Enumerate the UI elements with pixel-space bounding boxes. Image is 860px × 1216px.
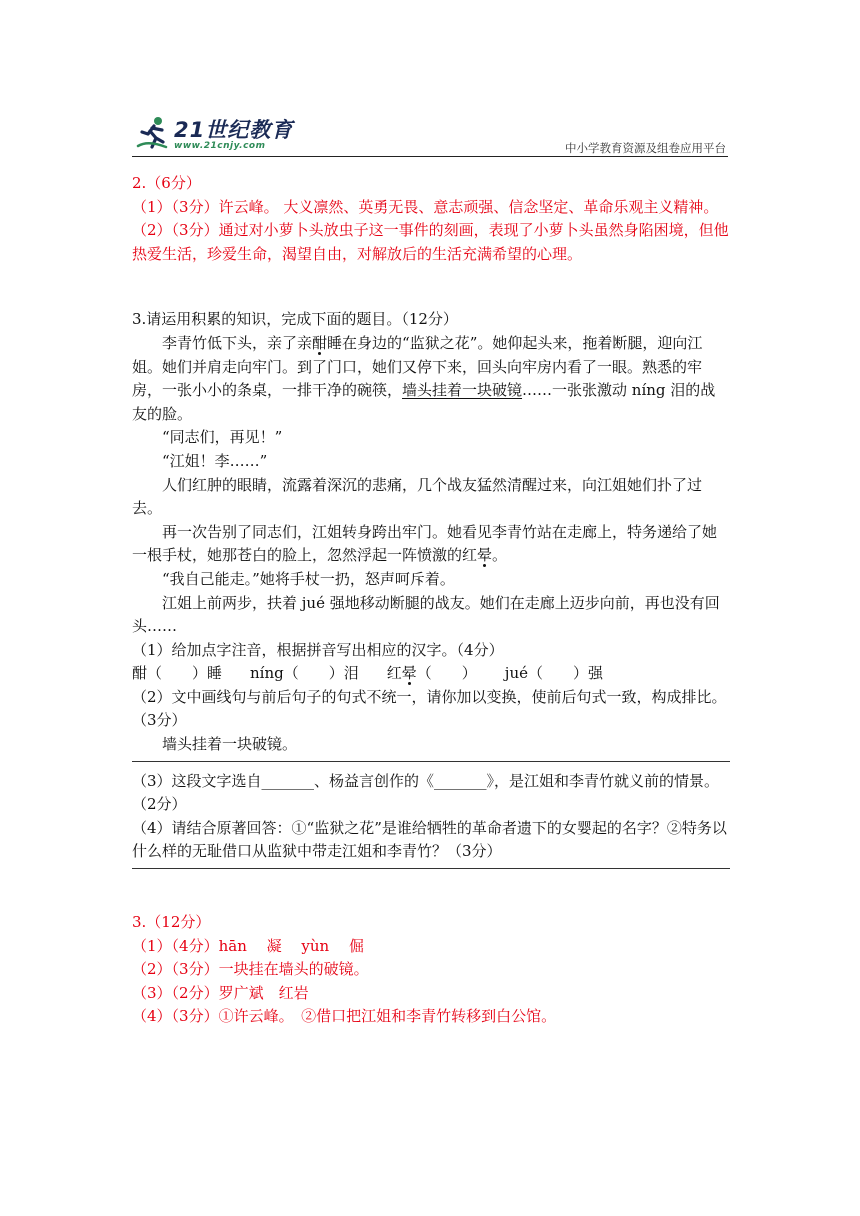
fill-item-3 [387,664,477,682]
passage-text: 再一次告别了同志们，江姐转身跨出牢门。她看见李青竹站在走廊上，特务递给了她一根手杖，她那苍白的脸上，忽然浮起一阵愤激的红 [132,522,718,565]
dotted-char: 晕 [477,546,493,565]
dotted-char: 晕 [401,664,417,683]
header-divider [132,156,728,157]
fill-item-4: jué（ ）强 [504,664,603,683]
subquestion-2-quote: 墙头挂着一块破镜。 [162,735,298,754]
answer-blank-line[interactable] [132,761,730,762]
answer-3-title: 3.（12分） [132,913,211,932]
question-3-title: 3.请运用积累的知识，完成下面的题目。（12分） [132,310,458,329]
subquestion-3: （3）这段文字选自_______、杨益言创作的《_______》，是江姐和李青竹就义前的情景。（2分） [132,771,720,814]
passage-paragraph-3: “江姐！李……” [162,451,268,470]
answer-2-title: 2.（6分） [132,174,201,192]
passage-paragraph-4: 人们红肿的眼睛，流露着深沉的悲痛，几个战友猛然清醒过来，向江姐她们扑了过去。 [132,475,703,518]
underlined-sentence: 墙头挂着一块破镜 [402,381,523,400]
passage-text: 。 [492,546,508,565]
document-body [132,172,730,1029]
answer-3-part2: （2）（3分）一块挂在墙头的破镜。 [132,960,369,979]
subquestion-1-fill-line [132,662,730,686]
subquestion-2: （2）文中画线句与前后句子的句式不统一，请你加以变换，使前后句式一致，构成排比。（3分） [132,687,727,730]
answer-blank-line[interactable] [132,868,730,869]
logo-url: www.21cnjy.com [174,141,266,151]
fill-text: （ ） [416,664,477,683]
logo [132,112,292,154]
answer-2-part2: （2）（3分）通过对小萝卜头放虫子这一事件的刻画，表现了小萝卜头虽然身陷困境，但他热爱生活，珍爱生命，渴望自由，对解放后的生活充满希望的心理。 [132,221,729,263]
passage-paragraph-5 [132,521,730,568]
runner-logo-icon [136,116,170,150]
passage-paragraph-1 [132,332,730,426]
platform-title: 中小学教育资源及组卷应用平台 [565,141,726,155]
passage-text: 李青竹低下头，亲了亲 [162,333,313,352]
question-3-section [132,308,730,869]
answer-3-part1: （1）（4分）hān 凝 yùn 倔 [132,936,364,955]
fill-item-2: níng（ ）泪 [250,664,359,683]
fill-item-1: 酣（ ）睡 [132,664,223,683]
fill-text: 红 [386,664,402,683]
dotted-char: 酣 [312,333,328,352]
passage-paragraph-7: 江姐上前两步，扶着 jué 强地移动断腿的战友。她们在走廊上迈步向前，再也没有回头…… [132,593,720,636]
passage-paragraph-6: “我自己能走。”她将手杖一扔，怒声呵斥着。 [162,569,455,588]
answer-3-part4: （4）（3分）①许云峰。 ②借口把江姐和李青竹转移到白公馆。 [132,1007,557,1026]
answer-2-part1: （1）（3分）许云峰。 大义凛然、英勇无畏、意志顽强、信念坚定、革命乐观主义精神。 [132,197,719,216]
subquestion-4: （4）请结合原著回答：①“监狱之花”是谁给牺牲的革命者遗下的女婴起的名字？②特务以什么样的无耻借口从监狱中带走江姐和李青竹？（3分） [132,818,727,861]
answer-2-section [132,172,730,266]
passage-text: ……一张张激动 níng 泪的战友的脸。 [132,381,716,423]
page-header [132,112,728,158]
subquestion-1: （1）给加点字注音，根据拼音写出相应的汉字。（4分） [132,640,504,659]
answer-3-section [132,911,730,1029]
passage-paragraph-2: “同志们，再见！” [162,428,283,447]
logo-text: 21世纪教育 [174,118,294,142]
passage-text: 睡在身边的“监狱之花”。她仰起头来，拖着断腿，迎向江姐。她们并肩走向牢门。到了门口，她们又停下来，回头向牢房内看了一眼。熟悉的牢房，一张小小的条桌，一排干净的碗筷， [132,333,703,400]
answer-3-part3: （3）（2分）罗广斌 红岩 [132,983,309,1002]
